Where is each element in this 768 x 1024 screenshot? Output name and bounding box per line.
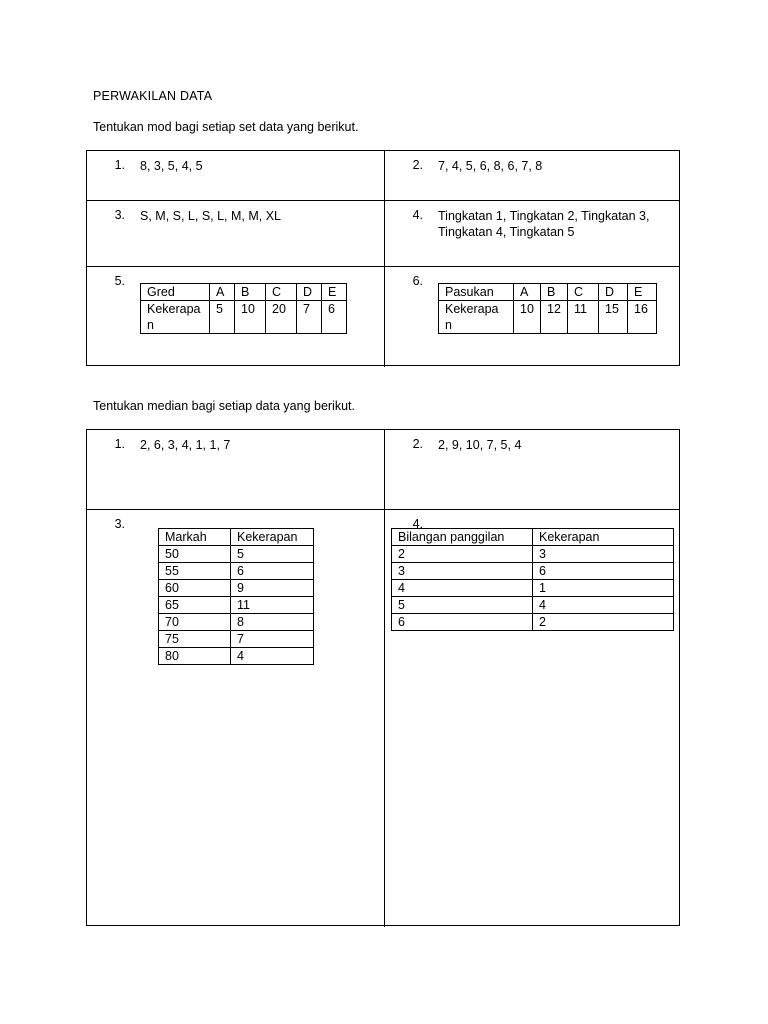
table-cell: Markah: [159, 529, 231, 546]
median-q4-cell: [385, 510, 679, 927]
median-q2-number: 2.: [412, 437, 423, 451]
table-cell: 55: [159, 563, 231, 580]
table-cell: 3: [533, 546, 674, 563]
table-cell: C: [568, 284, 599, 301]
table-cell: 8: [231, 614, 314, 631]
table-cell: 5: [210, 301, 235, 334]
table-row: [159, 563, 314, 580]
table-cell: 5: [231, 546, 314, 563]
mod-q4-number: 4.: [412, 208, 423, 222]
mod-q2-cell: [385, 151, 679, 200]
mod-q6-table: [438, 283, 657, 334]
table-cell: 20: [266, 301, 297, 334]
table-cell: 50: [159, 546, 231, 563]
table-cell: 2: [392, 546, 533, 563]
table-cell: E: [628, 284, 657, 301]
median-q1-number: 1.: [114, 437, 125, 451]
table-cell: B: [235, 284, 266, 301]
table-cell: Kekerapa n: [439, 301, 514, 334]
table-row: [392, 614, 674, 631]
table-cell: 6: [322, 301, 347, 334]
median-q1-text: 2, 6, 3, 4, 1, 1, 7: [140, 438, 231, 452]
mod-q1-text: 8, 3, 5, 4, 5: [140, 159, 203, 173]
table-row: [159, 614, 314, 631]
table-cell: 75: [159, 631, 231, 648]
table-cell: 4: [231, 648, 314, 665]
mod-q3-number: 3.: [114, 208, 125, 222]
table-row: [159, 597, 314, 614]
table-cell: Pasukan: [439, 284, 514, 301]
table-header-row: [141, 284, 347, 301]
mod-q1-cell: [87, 151, 385, 200]
mod-q2-number: 2.: [412, 158, 423, 172]
table-cell: 70: [159, 614, 231, 631]
table-cell: 15: [599, 301, 628, 334]
table-row: [439, 301, 657, 334]
mod-row-2: [87, 201, 679, 267]
table-cell: B: [541, 284, 568, 301]
table-cell: 10: [514, 301, 541, 334]
table-cell: 6: [231, 563, 314, 580]
median-q4-number: 4.: [412, 517, 423, 531]
table-cell: 80: [159, 648, 231, 665]
table-row: [392, 597, 674, 614]
median-grid: [86, 429, 680, 926]
table-header-row: [439, 284, 657, 301]
table-row: [159, 648, 314, 665]
mod-q2-text: 7, 4, 5, 6, 8, 6, 7, 8: [438, 159, 543, 173]
table-cell: 4: [533, 597, 674, 614]
table-header-row: [392, 529, 674, 546]
mod-q3-cell: [87, 201, 385, 266]
table-row: [392, 563, 674, 580]
page-title: PERWAKILAN DATA: [93, 89, 213, 103]
table-cell: 65: [159, 597, 231, 614]
table-row: [159, 580, 314, 597]
table-cell: 7: [297, 301, 322, 334]
table-cell: 12: [541, 301, 568, 334]
table-cell: A: [210, 284, 235, 301]
table-cell: 11: [568, 301, 599, 334]
table-cell: 1: [533, 580, 674, 597]
table-cell: 3: [392, 563, 533, 580]
mod-q4-text: Tingkatan 1, Tingkatan 2, Tingkatan 3, Tingkatan 4, Tingkatan 5: [438, 209, 650, 239]
median-row-2: [87, 510, 679, 927]
mod-q6-number: 6.: [412, 274, 423, 288]
table-cell: Gred: [141, 284, 210, 301]
mod-q5-cell: [87, 267, 385, 367]
table-row: [392, 546, 674, 563]
median-instruction: Tentukan median bagi setiap data yang berikut.: [93, 399, 355, 413]
table-cell: A: [514, 284, 541, 301]
table-cell: 60: [159, 580, 231, 597]
mod-q6-cell: [385, 267, 679, 367]
table-cell: Kekerapa n: [141, 301, 210, 334]
mod-row-3: [87, 267, 679, 367]
table-row: [159, 546, 314, 563]
table-cell: 6: [392, 614, 533, 631]
table-row: [159, 631, 314, 648]
table-cell: C: [266, 284, 297, 301]
median-q4-table: [391, 528, 674, 631]
median-q3-number: 3.: [114, 517, 125, 531]
mod-q3-text: S, M, S, L, S, L, M, M, XL: [140, 209, 282, 223]
mod-q1-number: 1.: [114, 158, 125, 172]
table-cell: 4: [392, 580, 533, 597]
table-cell: Bilangan panggilan: [392, 529, 533, 546]
table-cell: 6: [533, 563, 674, 580]
median-q1-cell: [87, 430, 385, 509]
mod-q5-table: [140, 283, 347, 334]
mod-q5-number: 5.: [114, 274, 125, 288]
table-cell: 11: [231, 597, 314, 614]
table-row: [141, 301, 347, 334]
table-cell: 7: [231, 631, 314, 648]
median-row-1: [87, 430, 679, 510]
table-cell: Kekerapan: [231, 529, 314, 546]
table-cell: Kekerapan: [533, 529, 674, 546]
table-header-row: [159, 529, 314, 546]
median-q2-cell: [385, 430, 679, 509]
table-cell: D: [599, 284, 628, 301]
table-cell: 10: [235, 301, 266, 334]
median-q3-cell: [87, 510, 385, 927]
table-cell: 2: [533, 614, 674, 631]
median-q2-text: 2, 9, 10, 7, 5, 4: [438, 438, 522, 452]
median-q3-table: [158, 528, 314, 665]
mod-row-1: [87, 151, 679, 201]
table-cell: E: [322, 284, 347, 301]
table-cell: 5: [392, 597, 533, 614]
mod-q4-cell: [385, 201, 679, 266]
mod-instruction: Tentukan mod bagi setiap set data yang berikut.: [93, 120, 359, 134]
mod-grid: [86, 150, 680, 366]
table-cell: D: [297, 284, 322, 301]
table-row: [392, 580, 674, 597]
table-cell: 9: [231, 580, 314, 597]
table-cell: 16: [628, 301, 657, 334]
